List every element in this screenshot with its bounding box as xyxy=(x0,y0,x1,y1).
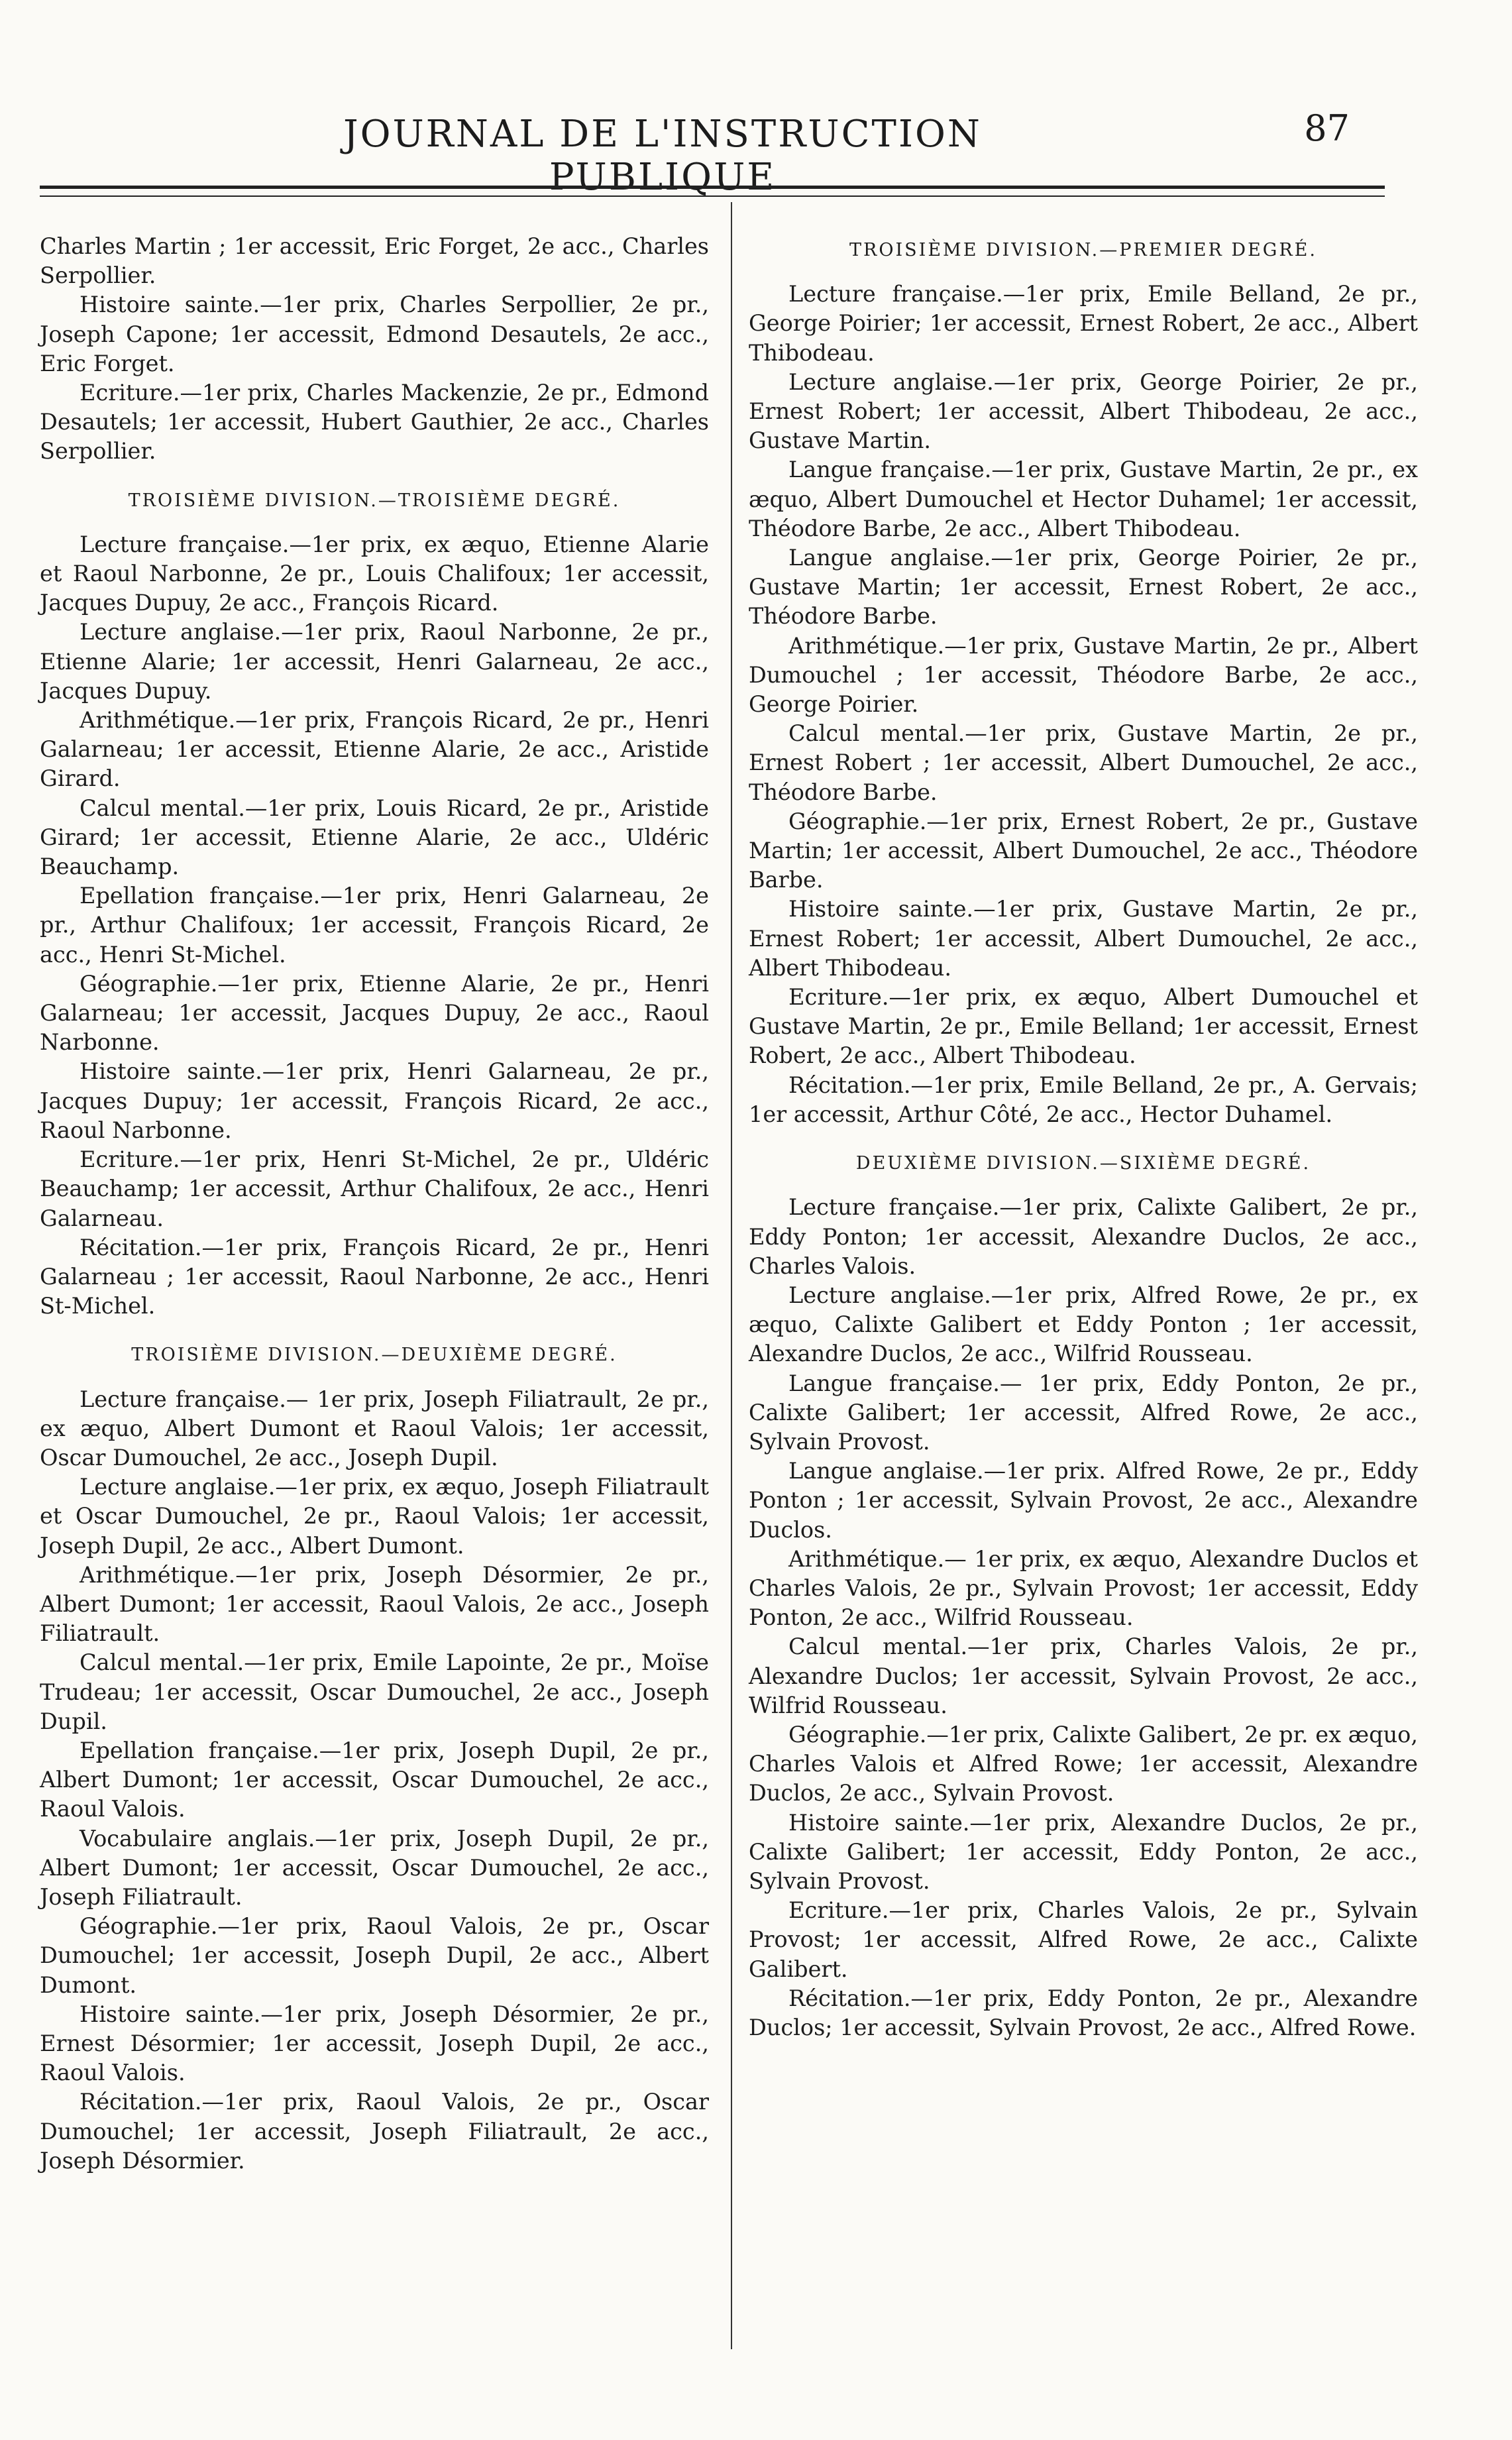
award-paragraph: Ecriture.—1er prix, Charles Valois, 2e pr., Sylvain Provost; 1er accessit, Alfred Rowe, 2e acc., Calixte Galibert. xyxy=(749,1897,1418,1982)
award-paragraph: Arithmétique.—1er prix, François Ricard, 2e pr., Henri Galarneau; 1er accessit, Etienne Alarie, 2e acc., Aristide Girard. xyxy=(40,707,709,792)
section-heading: TROISIÈME DIVISION.—TROISIÈME DEGRÉ. xyxy=(128,490,621,511)
award-paragraph: Langue française.—1er prix, Gustave Martin, 2e pr., ex æquo, Albert Dumouchel et Hector Duhamel; 1er accessit, Théodore Barbe, 2e acc., Albert Thibodeau. xyxy=(749,457,1418,541)
page-header xyxy=(0,107,1512,199)
award-paragraph: Lecture française.—1er prix, ex æquo, Etienne Alarie et Raoul Narbonne, 2e pr., Louis Chalifoux; 1er accessit, Jacques Dupuy, 2e acc., François Ricard. xyxy=(40,531,709,616)
award-paragraph: Ecriture.—1er prix, ex æquo, Albert Dumouchel et Gustave Martin, 2e pr., Emile Belland; 1er accessit, Ernest Robert, 2e acc., Albert Thibodeau. xyxy=(749,984,1418,1069)
award-paragraph: Calcul mental.—1er prix, Gustave Martin, 2e pr., Ernest Robert ; 1er accessit, Albert Dumouchel, 2e acc., Théodore Barbe. xyxy=(749,720,1418,805)
award-paragraph: Ecriture.—1er prix, Henri St-Michel, 2e pr., Uldéric Beauchamp; 1er accessit, Arthur Chalifoux, 2e acc., Henri Galarneau. xyxy=(40,1146,709,1231)
award-paragraph: Récitation.—1er prix, Eddy Ponton, 2e pr., Alexandre Duclos; 1er accessit, Sylvain Provost, 2e acc., Alfred Rowe. xyxy=(749,1985,1418,2040)
award-paragraph: Lecture anglaise.—1er prix, Alfred Rowe, 2e pr., ex æquo, Calixte Galibert et Eddy Ponton ; 1er accessit, Alexandre Duclos, 2e acc., Wilfrid Rousseau. xyxy=(749,1282,1418,1367)
award-paragraph: Géographie.—1er prix, Raoul Valois, 2e pr., Oscar Dumouchel; 1er accessit, Joseph Dupil, 2e acc., Albert Dumont. xyxy=(40,1913,709,1998)
award-paragraph: Histoire sainte.—1er prix, Alexandre Duclos, 2e pr., Calixte Galibert; 1er accessit, Eddy Ponton, 2e acc., Sylvain Provost. xyxy=(749,1809,1418,1894)
award-paragraph: Récitation.—1er prix, Raoul Valois, 2e pr., Oscar Dumouchel; 1er accessit, Joseph Filiatrault, 2e acc., Joseph Désormier. xyxy=(40,2089,709,2174)
running-title: JOURNAL DE L'INSTRUCTION PUBLIQUE xyxy=(343,113,982,199)
award-paragraph: Histoire sainte.—1er prix, Joseph Désormier, 2e pr., Ernest Désormier; 1er accessit, Joseph Dupil, 2e acc., Raoul Valois. xyxy=(40,2001,709,2086)
award-paragraph: Langue française.— 1er prix, Eddy Ponton, 2e pr., Calixte Galibert; 1er accessit, Alfred Rowe, 2e acc., Sylvain Provost. xyxy=(749,1370,1418,1455)
award-paragraph: Calcul mental.—1er prix, Charles Valois, 2e pr., Alexandre Duclos; 1er accessit, Sylvain Provost, 2e acc., Wilfrid Rousseau. xyxy=(749,1634,1418,1718)
award-paragraph: Lecture anglaise.—1er prix, Raoul Narbonne, 2e pr., Etienne Alarie; 1er accessit, Henri Galarneau, 2e acc., Jacques Dupuy. xyxy=(40,619,709,704)
award-paragraph: Récitation.—1er prix, François Ricard, 2e pr., Henri Galarneau ; 1er accessit, Raoul Narbonne, 2e acc., Henri St-Michel. xyxy=(40,1234,709,1319)
award-paragraph: Géographie.—1er prix, Calixte Galibert, 2e pr. ex æquo, Charles Valois et Alfred Rowe; 1er accessit, Alexandre Duclos, 2e acc., Sylvain Provost. xyxy=(749,1721,1418,1806)
award-paragraph: Géographie.—1er prix, Ernest Robert, 2e pr., Gustave Martin; 1er accessit, Albert Dumouchel, 2e acc., Théodore Barbe. xyxy=(749,808,1418,893)
award-paragraph: Langue anglaise.—1er prix, George Poirier, 2e pr., Gustave Martin; 1er accessit, Ernest Robert, 2e acc., Théodore Barbe. xyxy=(749,545,1418,630)
award-paragraph: Histoire sainte.—1er prix, Gustave Martin, 2e pr., Ernest Robert; 1er accessit, Albert Dumouchel, 2e acc., Albert Thibodeau. xyxy=(749,896,1418,981)
award-paragraph: Lecture anglaise.—1er prix, ex æquo, Joseph Filiatrault et Oscar Dumouchel, 2e pr., Raoul Valois; 1er accessit, Joseph Dupil, 2e acc., Albert Dumont. xyxy=(40,1474,709,1559)
award-paragraph: Arithmétique.—1er prix, Joseph Désormier, 2e pr., Albert Dumont; 1er accessit, Raoul Valois, 2e acc., Joseph Filiatrault. xyxy=(40,1561,709,1647)
page-number: 87 xyxy=(1304,107,1350,149)
award-paragraph: Lecture française.—1er prix, Emile Belland, 2e pr., George Poirier; 1er accessit, Ernest Robert, 2e acc., Albert Thibodeau. xyxy=(749,281,1418,366)
continued-paragraph: Charles Martin ; 1er accessit, Eric Forget, 2e acc., Charles Serpollier. xyxy=(40,233,709,289)
section-heading: DEUXIÈME DIVISION.—SIXIÈME DEGRÉ. xyxy=(855,1153,1311,1174)
column-divider xyxy=(731,202,732,2349)
award-paragraph: Histoire sainte.—1er prix, Henri Galarneau, 2e pr., Jacques Dupuy; 1er accessit, François Ricard, 2e acc., Raoul Narbonne. xyxy=(40,1058,709,1143)
award-paragraph: Calcul mental.—1er prix, Emile Lapointe, 2e pr., Moïse Trudeau; 1er accessit, Oscar Dumouchel, 2e acc., Joseph Dupil. xyxy=(40,1649,709,1734)
award-paragraph: Epellation française.—1er prix, Henri Galarneau, 2e pr., Arthur Chalifoux; 1er accessit, François Ricard, 2e acc., Henri St-Michel. xyxy=(40,883,709,968)
header-rule-thick xyxy=(40,186,1385,189)
award-paragraph: Récitation.—1er prix, Emile Belland, 2e pr., A. Gervais; 1er accessit, Arthur Côté, 2e acc., Hector Duhamel. xyxy=(749,1072,1418,1127)
header-rule-thin xyxy=(40,195,1385,197)
award-paragraph: Vocabulaire anglais.—1er prix, Joseph Dupil, 2e pr., Albert Dumont; 1er accessit, Oscar Dumouchel, 2e acc., Joseph Filiatrault. xyxy=(40,1825,709,1910)
award-paragraph: Géographie.—1er prix, Etienne Alarie, 2e pr., Henri Galarneau; 1er accessit, Jacques Dupuy, 2e acc., Raoul Narbonne. xyxy=(40,970,709,1056)
award-paragraph: Lecture anglaise.—1er prix, George Poirier, 2e pr., Ernest Robert; 1er accessit, Albert Thibodeau, 2e acc., Gustave Martin. xyxy=(749,368,1418,454)
award-paragraph: Ecriture.—1er prix, Charles Mackenzie, 2e pr., Edmond Desautels; 1er accessit, Hubert Gauthier, 2e acc., Charles Serpollier. xyxy=(40,380,709,465)
award-paragraph: Epellation française.—1er prix, Joseph Dupil, 2e pr., Albert Dumont; 1er accessit, Oscar Dumouchel, 2e acc., Raoul Valois. xyxy=(40,1737,709,1822)
award-paragraph: Arithmétique.— 1er prix, ex æquo, Alexandre Duclos et Charles Valois, 2e pr., Sylvain Provost; 1er accessit, Eddy Ponton, 2e acc., Wilfrid Rousseau. xyxy=(749,1545,1418,1631)
right-column xyxy=(749,232,1418,2042)
award-paragraph: Calcul mental.—1er prix, Louis Ricard, 2e pr., Aristide Girard; 1er accessit, Etienne Alarie, 2e acc., Uldéric Beauchamp. xyxy=(40,795,709,880)
award-paragraph: Arithmétique.—1er prix, Gustave Martin, 2e pr., Albert Dumouchel ; 1er accessit, Théodore Barbe, 2e acc., George Poirier. xyxy=(749,632,1418,718)
award-paragraph: Lecture française.—1er prix, Calixte Galibert, 2e pr., Eddy Ponton; 1er accessit, Alexandre Duclos, 2e acc., Charles Valois. xyxy=(749,1194,1418,1279)
section-heading: TROISIÈME DIVISION.—PREMIER DEGRÉ. xyxy=(849,240,1317,260)
award-paragraph: Lecture française.— 1er prix, Joseph Filiatrault, 2e pr., ex æquo, Albert Dumont et Raoul Valois; 1er accessit, Oscar Dumouchel, 2e acc., Joseph Dupil. xyxy=(40,1386,709,1470)
left-column xyxy=(40,232,709,2176)
section-heading: TROISIÈME DIVISION.—DEUXIÈME DEGRÉ. xyxy=(131,1345,618,1366)
award-paragraph: Histoire sainte.—1er prix, Charles Serpollier, 2e pr., Joseph Capone; 1er accessit, Edmond Desautels, 2e acc., Eric Forget. xyxy=(40,292,709,376)
award-paragraph: Langue anglaise.—1er prix. Alfred Rowe, 2e pr., Eddy Ponton ; 1er accessit, Sylvain Provost, 2e acc., Alexandre Duclos. xyxy=(749,1458,1418,1543)
